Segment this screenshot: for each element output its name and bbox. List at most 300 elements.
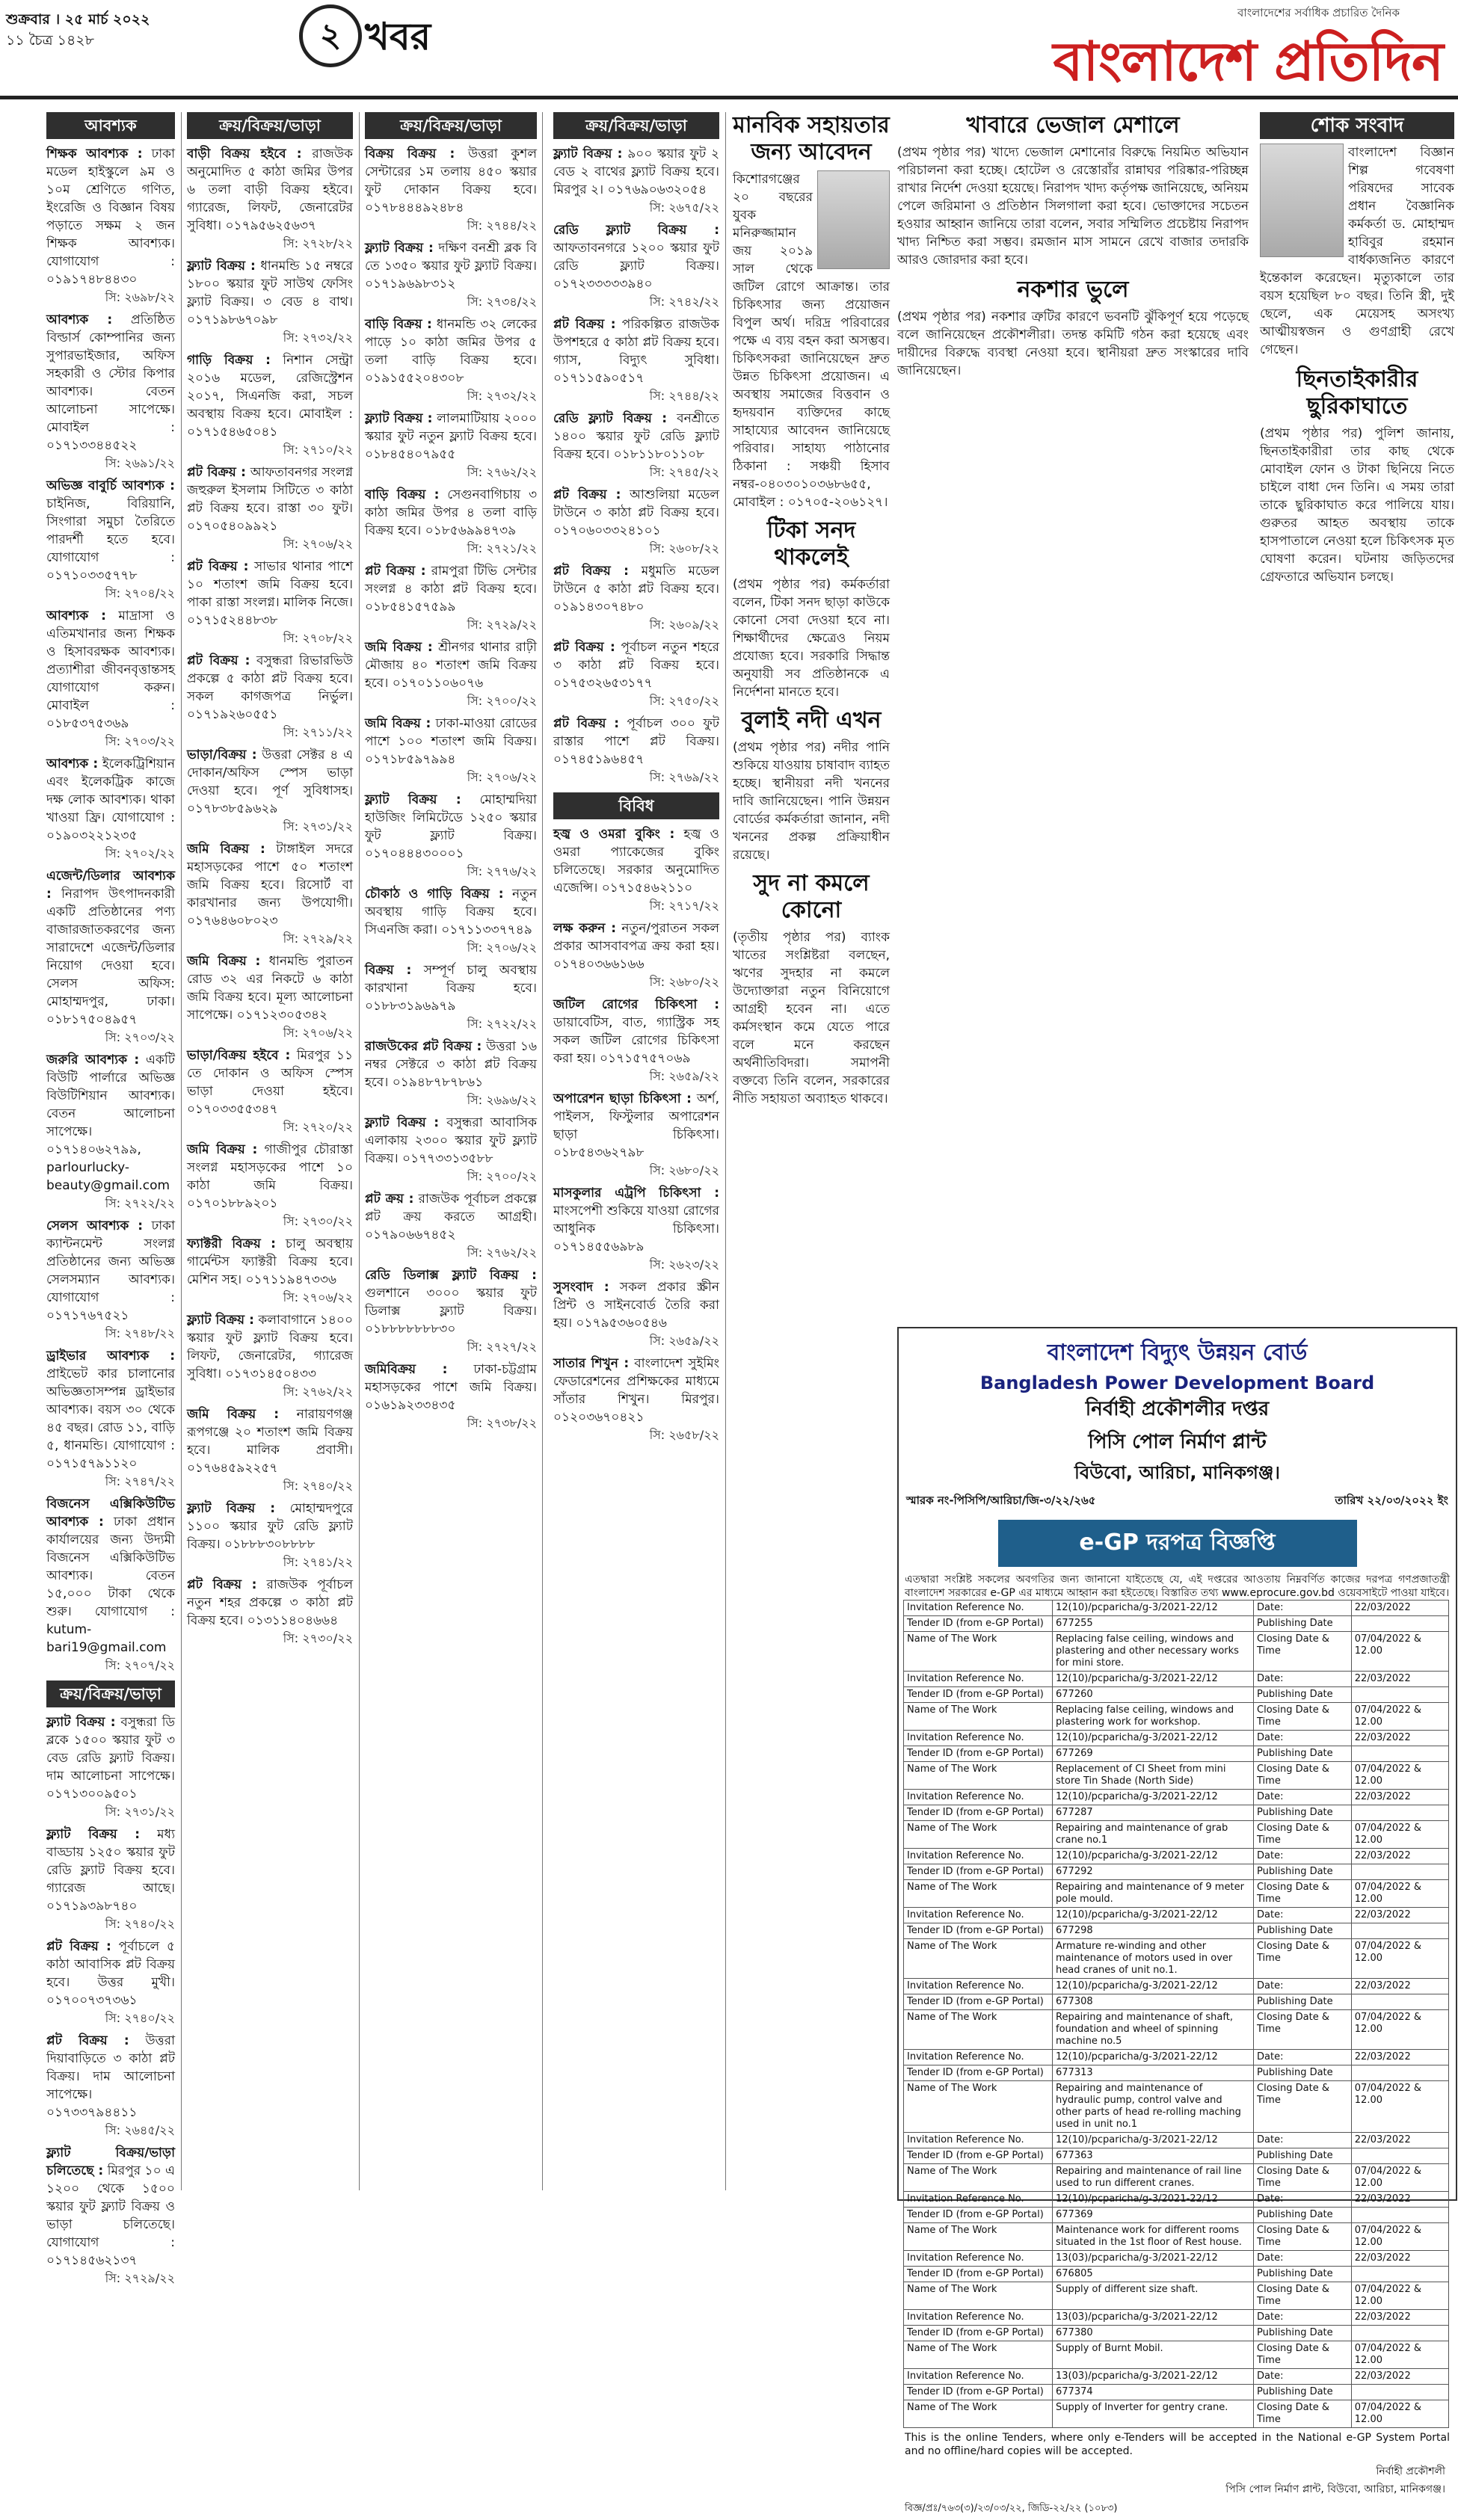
classified-ad: [365, 885, 537, 957]
table-cell: 22/03/2022: [1351, 2050, 1448, 2065]
table-row: [904, 2192, 1449, 2208]
table-row: [904, 1994, 1449, 2010]
ad-title: এজেন্ট/ডিলার আবশ্যক :: [46, 869, 175, 902]
table-row: [904, 2208, 1449, 2223]
table-cell: Tender ID (from e-GP Portal): [904, 1616, 1053, 1632]
ad-title: বিক্রয় বিক্রয় :: [365, 147, 455, 161]
table-cell: 13(03)/pcparicha/g-3/2021-22/12: [1053, 2369, 1254, 2385]
table-cell: Name of The Work: [904, 2341, 1053, 2369]
table-cell: Supply of Burnt Mobil.: [1053, 2341, 1254, 2369]
table-row: [904, 2081, 1449, 2133]
ad-title: সুসংবাদ :: [553, 1280, 609, 1295]
table-row: [904, 2282, 1449, 2310]
ad-code: সি: ২৭৪৪/২২: [467, 218, 537, 232]
table-row: [904, 2400, 1449, 2428]
classified-ad: [187, 145, 353, 253]
table-cell: Name of The Work: [904, 1762, 1053, 1790]
ad-title: জমি বিক্রয় :: [365, 640, 433, 655]
ad-title: শিক্ষক আবশ্যক :: [46, 147, 143, 161]
classified-ad: [553, 315, 719, 405]
ad-code: সি: ২৭২৯/২২: [105, 2271, 175, 2285]
table-cell: 12(10)/pcparicha/g-3/2021-22/12: [1053, 1979, 1254, 1994]
news-column-right: [1260, 112, 1454, 1316]
table-row: [904, 1703, 1449, 1731]
ad-title: গাড়ি বিক্রয় :: [187, 353, 271, 368]
masthead-divider: [0, 96, 1458, 99]
ad-text: বাংলাদেশ সুইমিং ফেডারেশনের প্রশিক্ষকের মাধ্যমে সাঁতার শিখুন। মিরপুর। ০১২০৩৬৭০৪২১: [553, 1356, 719, 1425]
table-cell: 07/04/2022 & 12.00: [1351, 1632, 1448, 1672]
classified-ad: [553, 996, 719, 1085]
ad-text: ঢাকা-চট্টগ্রাম মহাসড়কের পাশে জমি বিক্রয়। ০১৬১৯২৩৩৪৩৫: [365, 1362, 537, 1413]
ad-code: সি: ২৭০০/২২: [467, 694, 537, 708]
ad-text: মোহাম্মদিয়া হাউজিং লিমিটেডে ১২৫০ স্কয়ার ফুট ফ্ল্যাট বিক্রয়। ০১৭০৪৪৪৩০০০১: [365, 792, 537, 861]
table-cell: 677369: [1053, 2208, 1254, 2223]
ad-text: অর্শ, পাইলস, ফিস্টুলার অপারেশন ছাড়া চিকিৎসা। ০১৮৫৪৩৬২৭৯৮: [553, 1091, 719, 1160]
classified-ad: [553, 486, 719, 558]
table-cell: 12(10)/pcparicha/g-3/2021-22/12: [1053, 1672, 1254, 1687]
news-column-left: [733, 112, 890, 2198]
page-number: ২: [299, 4, 362, 67]
table-cell: [1351, 2065, 1448, 2081]
ad-code: সি: ২৭০৩/২২: [105, 734, 175, 748]
table-cell: Supply of different size shaft.: [1053, 2282, 1254, 2310]
table-cell: Date:: [1254, 1849, 1352, 1864]
table-cell: 07/04/2022 & 12.00: [1351, 1939, 1448, 1979]
table-cell: Tender ID (from e-GP Portal): [904, 2385, 1053, 2400]
ad-title: রেডি ফ্ল্যাট বিক্রয় :: [553, 411, 668, 426]
ad-code: সি: ২৭৩২/২২: [467, 389, 537, 403]
table-cell: Tender ID (from e-GP Portal): [904, 1994, 1053, 2010]
classifieds-column-1: [46, 112, 176, 2285]
table-row: [904, 1979, 1449, 1994]
egp-banner: e-GP দরপত্র বিজ্ঞপ্তি: [998, 1520, 1357, 1567]
table-cell: Tender ID (from e-GP Portal): [904, 1864, 1053, 1880]
table-row: [904, 1687, 1449, 1703]
table-cell: Tender ID (from e-GP Portal): [904, 2065, 1053, 2081]
ad-text: মাদ্রাসা ও এতিমখানার জন্য শিক্ষক ও হিসাবরক্ষক আবশ্যক। প্রত্যাশীরা জীবনবৃত্তান্তসহ যোগাযোগ করুন। মোবাইল : ০১৮৫৩৭৫৩৬৯: [46, 609, 176, 731]
table-cell: 677255: [1053, 1616, 1254, 1632]
table-cell: Invitation Reference No.: [904, 1790, 1053, 1805]
article-headline: বুলাই নদী এখন: [741, 707, 882, 733]
ad-text: উত্তরা ১৬ নম্বর সেক্টরে ৩ কাঠা প্লট বিক্রয় হবে। ০১৯৪৮৭৮৭৮৬১: [365, 1039, 537, 1090]
ad-code: সি: ২৭৩৪/২২: [467, 295, 537, 309]
table-cell: Maintenance work for different rooms situated in the 1st floor of Rest house.: [1053, 2223, 1254, 2251]
ad-text: নিরাপদ উৎপাদনকারী একটি প্রতিষ্ঠানের পণ্য বাজারজাতকরণের জন্য সারাদেশে এজেন্ট/ডিলার নিয়োগ দেওয়া হবে। সেলস অফিস: মোহাম্মদপুর, ঢাকা। ০১৮১৭৫০৪৯৫৭: [46, 887, 175, 1027]
table-row: [904, 2010, 1449, 2050]
classified-ad: [553, 221, 719, 311]
table-cell: 22/03/2022: [1351, 2133, 1448, 2148]
table-cell: 677313: [1053, 2065, 1254, 2081]
table-cell: Invitation Reference No.: [904, 1908, 1053, 1923]
ad-text: ধানমন্ডি পুরাতন রোড ৩২ এর নিকটে ৬ কাঠা জমি বিক্রয় হবে। মূল্য আলোচনা সাপেক্ষে। ০১৭১২৩০৫৩৪২: [187, 954, 354, 1023]
classified-ad: [553, 715, 719, 786]
classified-ad: [365, 562, 537, 634]
ad-title: বিক্রয় :: [365, 963, 412, 978]
column-header: ক্রয়/বিক্রয়/ভাড়া: [365, 112, 537, 139]
table-cell: 22/03/2022: [1351, 1601, 1448, 1616]
classified-ad: [46, 311, 175, 472]
table-cell: [1351, 1616, 1448, 1632]
ad-title: জরুরি আবশ্যক :: [46, 1053, 140, 1068]
ad-code: সি: ২৭৪০/২২: [105, 1917, 175, 1931]
ad-title: জমিবিক্রয় :: [365, 1362, 448, 1377]
ad-title: জমি বিক্রয় :: [365, 716, 431, 731]
ad-title: রেডি ডিলাক্স ফ্ল্যাট বিক্রয় :: [365, 1268, 537, 1283]
table-cell: 12(10)/pcparicha/g-3/2021-22/12: [1053, 1790, 1254, 1805]
ad-title: প্লট বিক্রয় :: [365, 564, 426, 579]
table-cell: Date:: [1254, 1672, 1352, 1687]
ad-text: মিরপুর ১০ এ ১২০০ থেকে ১৫০০ স্কয়ার ফুট ফ্ল্যাট বিক্রয় ও ভাড়া চলিতেছে। যোগাযোগ : ০১৭১৪৫৬২১৩৭: [46, 2163, 175, 2268]
table-row: [904, 1849, 1449, 1864]
classifieds-column-3: [365, 112, 537, 2198]
ad-code: সি: ২৭২২/২২: [467, 1017, 537, 1031]
ad-text: প্রাইভেট কার চালানোর অভিজ্ঞতাসম্পন্ন ড্রাইভার আবশ্যক। বয়স ৩০ থেকে ৪৫ বছর। রোড ১১, বাড়ি ৫, ধানমন্ডি। যোগাযোগ : ০১৭১৫৭৯১১২০: [46, 1367, 175, 1471]
table-cell: Name of The Work: [904, 2400, 1053, 2428]
classified-ad: [365, 486, 537, 558]
article-body: (প্রথম পৃষ্ঠার পর) খাদ্যে ভেজাল মেশানোর বিরুদ্ধে নিয়মিত অভিযান পরিচালনা করা হচ্ছে। হোটেল ও রেস্তোরাঁর রান্নাঘর পরিষ্কার-পরিচ্ছন্ন রাখার নির্দেশ দেওয়া হয়েছে। নিরাপদ খাদ্য কর্তৃপক্ষ জানিয়েছে, অনিয়ম পেলে জরিমানা ও প্রতিষ্ঠান সিলগালা করা হবে। ভোক্তাদের সচেতন হওয়ার আহ্বান জানিয়ে তারা বলেন, সবার সম্মিলিত প্রচেষ্টায় নিরাপদ খাদ্য নিশ্চিত করা সম্ভব। রমজান মাস সামনে রেখে বাজার তদারকি আরও জোরদার করা হবে।: [897, 145, 1249, 268]
classified-ad: [187, 558, 353, 647]
ad-title: অভিজ্ঞ বাবুর্চি আবশ্যক :: [46, 478, 175, 493]
table-row: [904, 1821, 1449, 1849]
table-cell: Publishing Date: [1254, 1616, 1352, 1632]
table-row: [904, 1790, 1449, 1805]
classifieds-column-2: [187, 112, 353, 2198]
ad-text: নতুন অবস্থায় গাড়ি বিক্রয় হবে। সিএনজি করা। ০১৭১১৩৩৭৭৪৯: [365, 887, 537, 937]
table-cell: Invitation Reference No.: [904, 1731, 1053, 1746]
ad-title: প্লট বিক্রয় :: [187, 1577, 257, 1592]
table-cell: Publishing Date: [1254, 1994, 1352, 2010]
table-row: [904, 1908, 1449, 1923]
classified-ad: [46, 1826, 175, 1933]
ad-code: সি: ২৭৪০/২২: [105, 2011, 175, 2025]
ad-text: টাঙ্গাইল সদরে মহাসড়কের পাশে ৫০ শতাংশ জমি বিক্রয় হবে। রিসোর্ট বা কারখানার জন্য উপযোগী। ০১৭৬৪৬০৮০২৩: [187, 842, 354, 928]
ad-title: ফ্ল্যাট বিক্রয় :: [46, 1715, 116, 1730]
table-cell: Closing Date & Time: [1254, 1939, 1352, 1979]
ad-title: ফ্ল্যাট বিক্রয় :: [187, 1313, 254, 1328]
classified-ad: [365, 145, 537, 235]
table-cell: Replacement of CI Sheet from mini store Tin Shade (North Side): [1053, 1762, 1254, 1790]
table-row: [904, 2164, 1449, 2192]
ad-code: সি: ২৬৯৮/২২: [105, 290, 175, 304]
ad-code: সি: ২৭১১/২২: [283, 725, 353, 739]
table-cell: Publishing Date: [1254, 2385, 1352, 2400]
bpdb-tender-notice: [897, 1327, 1457, 2514]
table-cell: Closing Date & Time: [1254, 1821, 1352, 1849]
table-row: [904, 1880, 1449, 1908]
date-line: শুক্রবার । ২৫ মার্চ ২০২২: [6, 11, 150, 28]
classified-ad: [365, 410, 537, 481]
table-cell: Invitation Reference No.: [904, 1672, 1053, 1687]
ad-title: প্লট বিক্রয় :: [553, 487, 621, 502]
ad-code: সি: ২৭০৬/২২: [283, 1290, 353, 1304]
table-cell: Armature re-winding and other maintenance of motors used in over head cranes of unit no.1.: [1053, 1939, 1254, 1979]
table-row: [904, 2385, 1449, 2400]
ad-text: ডায়াবেটিস, বাত, গ্যাস্ট্রিক সহ সকল জটিল রোগের চিকিৎসা করা হয়। ০১৭১৫৭৫৭০৬৯: [553, 1015, 719, 1066]
ad-code: সি: ২৭৩১/২২: [105, 1805, 175, 1819]
ad-code: সি: ২৭৬২/২২: [467, 465, 537, 479]
ad-code: সি: ২৭৬৯/২২: [649, 770, 719, 784]
ad-code: সি: ২৭৪৮/২২: [105, 1326, 175, 1340]
ad-title: লক্ষ করুন :: [553, 921, 617, 936]
table-cell: Repairing and maintenance of 9 meter pole mould.: [1053, 1880, 1254, 1908]
table-cell: Supply of Inverter for gentry crane.: [1053, 2400, 1254, 2428]
ad-title: ফ্ল্যাট বিক্রয় :: [187, 259, 256, 274]
ad-text: সকল প্রকার স্ক্রীন প্রিন্ট ও সাইনবোর্ড তৈরি করা হয়। ০১৭৯৫৩৬০৫৪৬: [553, 1280, 720, 1331]
classified-ad: [46, 1495, 175, 1675]
table-cell: Closing Date & Time: [1254, 2400, 1352, 2428]
tender-signer: নির্বাহী প্রকৌশলী: [1376, 2465, 1445, 2477]
ad-code: সি: ২৬০৮/২২: [649, 541, 719, 555]
ad-code: সি: ২৭৭৬/২২: [467, 864, 537, 878]
classified-ad: [553, 638, 719, 710]
classified-ad: [187, 1311, 353, 1401]
ad-title: ফ্ল্যাট বিক্রয় :: [553, 147, 623, 161]
table-cell: Tender ID (from e-GP Portal): [904, 1746, 1053, 1762]
tender-org-title: বাংলাদেশ বিদ্যুৎ উন্নয়ন বোর্ড: [1047, 1340, 1308, 1366]
article-body: (প্রথম পৃষ্ঠার পর) নদীর পানি শুকিয়ে যাওয়ায় চাষাবাদ ব্যাহত হচ্ছে। স্থানীয়রা নদী খননের দাবি জানিয়েছেন। পানি উন্নয়ন বোর্ডের কর্মকর্তারা জানান, নদী খননের প্রকল্প প্রক্রিয়াধীন রয়েছে।: [733, 740, 890, 863]
ad-code: সি: ২৭০৬/২২: [467, 940, 537, 955]
tender-signer-office: পিসি পোল নির্মাণ প্লান্ট, বিউবো, আরিচা, মানিকগঞ্জ।: [1225, 2483, 1445, 2495]
ad-text: লালমাটিয়ায় ২০০০ স্কয়ার ফুট নতুন ফ্ল্যাট বিক্রয় হবে। ০১৮৪৫৪০৭৯৫৫: [365, 411, 537, 462]
ad-code: সি: ২৭০২/২২: [105, 846, 175, 860]
classified-ad: [365, 315, 537, 405]
ad-text: নারায়ণগঞ্জ রূপগঞ্জে ২০ শতাংশ জমি বিক্রয় হবে। মালিক প্রবাসী। ০১৭৬৪৫৯২২৫৭: [187, 1407, 353, 1476]
table-cell: [1351, 1805, 1448, 1821]
table-cell: Date:: [1254, 2310, 1352, 2326]
classified-ad: [46, 755, 175, 863]
table-cell: 677308: [1053, 1994, 1254, 2010]
masthead-tagline: বাংলাদেশের সর্বাধিক প্রচারিত দৈনিক: [1237, 6, 1400, 19]
ad-title: চৌকাঠ ও গাড়ি বিক্রয় :: [365, 887, 504, 902]
ad-text: বসুন্ধরা আবাসিক এলাকায় ২৩০০ স্কয়ার ফুট ফ্ল্যাট বিক্রয়। ০১৭৭৩৩১৩৫৮৮: [365, 1115, 537, 1166]
ad-code: সি: ২৬২৩/২২: [649, 1257, 719, 1272]
ad-code: সি: ২৬৮০/২২: [649, 975, 719, 989]
ad-code: সি: ২৭২৮/২২: [283, 236, 353, 250]
article-body: (তৃতীয় পৃষ্ঠার পর) ব্যাংক খাতের সংশ্লিষ্টরা বলছেন, ঋণের সুদহার না কমলে উদ্যোক্তারা নতুন বিনিয়োগে আগ্রহী হবেন না। এতে কর্মসংস্থান কমে যেতে পারে বলে মনে করছেন অর্থনীতিবিদরা। সমাপনী বক্তব্যে তিনি বলেন, সরকারের নীতি সহায়তা অব্যাহত থাকবে।: [733, 930, 890, 1106]
ad-title: প্লট বিক্রয় :: [553, 716, 620, 731]
ad-title: ফ্ল্যাট বিক্রয় :: [46, 1827, 141, 1842]
table-cell: 22/03/2022: [1351, 2192, 1448, 2208]
classified-ad: [187, 1235, 353, 1307]
classified-ad: [365, 1361, 537, 1432]
ad-title: আবশ্যক :: [46, 312, 113, 327]
table-cell: Date:: [1254, 2192, 1352, 2208]
ad-code: সি: ২৭০৪/২২: [105, 586, 175, 600]
table-cell: Publishing Date: [1254, 2326, 1352, 2341]
ad-title: জমি বিক্রয় :: [187, 1407, 280, 1422]
tender-office: নির্বাহী প্রকৌশলীর দপ্তর: [1085, 1398, 1270, 1420]
table-cell: 677374: [1053, 2385, 1254, 2400]
classified-ad: [187, 952, 353, 1042]
classified-ad: [46, 477, 175, 603]
ad-text: চাইনিজ, বিরিয়ানি, সিংগারা সমুচা তৈরিতে পারদর্শী হতে হবে। যোগাযোগ : ০১৭১০৩৩৫৭৭৮: [46, 496, 175, 583]
ad-text: বসুন্ধরা রিভারভিউ প্রকল্পে ৫ কাঠা প্লট বিক্রয় হবে। সকল কাগজপত্র নির্ভুল। ০১৭১৯২৬০৫৫১: [187, 653, 353, 722]
classified-ad: [553, 1090, 719, 1180]
ad-text: মোহাম্মদপুরে ১১০০ স্কয়ার ফুট রেডি ফ্ল্যাট বিক্রয়। ০১৮৮৮৩০৮৮৮৮: [187, 1501, 354, 1552]
classifieds-column-4: [553, 112, 719, 2198]
ad-text: ধানমন্ডি ১৫ নম্বরে ১৮০০ স্কয়ার ফুট সাউথ ফেসিং ফ্ল্যাট বিক্রয়। ৩ বেড ৪ বাথ। ০১৭১৯৮৬৭০৯৮: [187, 259, 354, 327]
ad-code: সি: ২৬৪৫/২২: [105, 2123, 175, 2137]
ad-text: হজ্ব ও ওমরা প্যাকেজের বুকিং চলিতেছে। সরকার অনুমোদিত এজেন্সি। ০১৭১৫৪৬২১১০: [553, 827, 719, 896]
classified-ad: [553, 1184, 719, 1274]
table-cell: Invitation Reference No.: [904, 1849, 1053, 1864]
classified-ad: [365, 1266, 537, 1356]
classified-ad: [46, 2144, 175, 2288]
table-cell: 12(10)/pcparicha/g-3/2021-22/12: [1053, 1908, 1254, 1923]
table-cell: Publishing Date: [1254, 1923, 1352, 1939]
ad-title: সেলস আবশ্যক :: [46, 1219, 144, 1233]
column-header: বিবিধ: [553, 792, 719, 819]
classified-ad: [553, 1278, 719, 1350]
table-row: [904, 1731, 1449, 1746]
ad-title: ফ্যাক্টরী বিক্রয় :: [187, 1236, 276, 1251]
ad-text: সম্পূর্ণ চালু অবস্থায় কারখানা বিক্রয় হবে। ০১৮৮৩১৯৬৯৭৯: [365, 963, 538, 1014]
table-cell: Closing Date & Time: [1254, 1703, 1352, 1731]
ad-text: বনশ্রীতে ১৪০০ স্কয়ার ফুট রেডি ফ্ল্যাট বিক্রয় হবে। ০১৮১১৮০১১০৮: [553, 411, 720, 462]
table-cell: 22/03/2022: [1351, 1790, 1448, 1805]
classified-ad: [365, 638, 537, 710]
classified-ad: [187, 463, 353, 553]
table-cell: 22/03/2022: [1351, 1908, 1448, 1923]
ad-title: প্লট বিক্রয় :: [46, 1939, 111, 1954]
ad-text: মধুমতি মডেল টাউনে ৫ কাঠা প্লট বিক্রয় হবে। ০১৯১৪৩০৭৪৮০: [553, 564, 720, 614]
ad-text: উত্তরা সেক্টর ৪ এ দোকান/অফিস স্পেস ভাড়া দেওয়া হবে। পূর্ণ সুবিধাসহ। ০১৭৮৩৮৫৯৬২৯: [187, 748, 353, 816]
table-cell: Tender ID (from e-GP Portal): [904, 2326, 1053, 2341]
ad-title: প্লট বিক্রয় :: [187, 653, 250, 668]
table-cell: 677269: [1053, 1746, 1254, 1762]
ad-text: পূর্বাচলে ৫ কাঠা আবাসিক প্লট বিক্রয় হবে। উত্তর মুখী। ০১৭০০৭৩৭৩৬১: [46, 1939, 176, 2008]
table-cell: 22/03/2022: [1351, 1731, 1448, 1746]
classified-ad: [365, 1190, 537, 1262]
person-photo: [1260, 144, 1344, 257]
ad-title: ফ্ল্যাট বিক্রয়/ভাড়া চলিতেছে :: [46, 2145, 175, 2178]
ad-text: বসুন্ধরা ডি ব্লকে ১৫০০ স্কয়ার ফুট ৩ বেড রেডি ফ্ল্যাট বিক্রয়। দাম আলোচনা সাপেক্ষে। ০১৭১৩০০৯৫০১: [46, 1715, 175, 1802]
table-cell: Name of The Work: [904, 1632, 1053, 1672]
table-cell: Publishing Date: [1254, 2208, 1352, 2223]
classified-ad: [187, 1500, 353, 1571]
classified-ad: [46, 2032, 175, 2139]
article-headline: নকশার ভুলে: [1017, 277, 1129, 303]
ad-title: রেডি ফ্ল্যাট বিক্রয় :: [553, 223, 719, 238]
table-cell: 07/04/2022 & 12.00: [1351, 2341, 1448, 2369]
article-headline: মানবিক সহায়তার জন্য আবেদন: [733, 112, 890, 165]
ad-code: সি: ২৭৩৮/২২: [467, 1416, 537, 1430]
table-cell: Date:: [1254, 1908, 1352, 1923]
ad-code: সি: ২৬৭৫/২২: [649, 200, 719, 215]
ad-text: পূর্বাচল ৩০০ ফুট রাস্তার পাশে প্লট বিক্রয়। ০১৭৪৫১৯৬৪৫৭: [553, 716, 720, 767]
classified-ad: [46, 867, 175, 1047]
tender-footer-code: বিজ্ঞ/প্রঃ/৭৬৩(৩)/২৩/০৩/২২, জিডি-২২/২২ (১০৮৩): [905, 2503, 1118, 2514]
classified-ad: [46, 1347, 175, 1491]
column-divider: [181, 112, 182, 2190]
table-row: [904, 2065, 1449, 2081]
table-cell: Closing Date & Time: [1254, 1880, 1352, 1908]
classified-ad: [553, 825, 719, 915]
table-cell: Replacing false ceiling, windows and plastering and other necessary works for mini store.: [1053, 1632, 1254, 1672]
ad-text: আফতাবনগরে ১২০০ স্কয়ার ফুট রেডি ফ্ল্যাট বিক্রয়। ০১৭২৩৩৩৩৩৯৪০: [553, 241, 719, 292]
ad-title: অপারেশন ছাড়া চিকিৎসা :: [553, 1091, 692, 1106]
table-cell: 07/04/2022 & 12.00: [1351, 2400, 1448, 2428]
ad-text: ৯০০ স্কয়ার ফুট ২ বেড ২ বাথের ফ্ল্যাট বিক্রয় হবে। মিরপুর ২। ০১৭৬৯০৬৩২০৫৪: [553, 147, 720, 197]
table-cell: Closing Date & Time: [1254, 2164, 1352, 2192]
masthead: [0, 0, 1458, 112]
ad-text: আশুলিয়া মডেল টাউনে ৩ কাঠা প্লট বিক্রয় হবে। ০১৭০৬০৩৩২৪১০১: [553, 487, 720, 538]
table-cell: 22/03/2022: [1351, 1849, 1448, 1864]
ad-text: উত্তরা কুশল সেন্টারের ১ম তলায় ৪৫০ স্কয়ার ফুট দোকান বিক্রয় হবে। ০১৭৮৪৪৪৯২৪৮৪: [365, 147, 537, 215]
classified-ad: [46, 1051, 175, 1213]
ad-title: প্লট বিক্রয় :: [187, 559, 249, 574]
classified-ad: [187, 1047, 353, 1136]
table-cell: 12(10)/pcparicha/g-3/2021-22/12: [1053, 2192, 1254, 2208]
table-cell: Date:: [1254, 2369, 1352, 2385]
classified-ad: [553, 919, 719, 991]
ad-code: সি: ২৭৩০/২২: [283, 1214, 353, 1228]
tender-note: This is the online Tenders, where only e-Tenders will be accepted in the National e-GP System Portal and no offline/hard copies will be accepted.: [905, 2432, 1450, 2457]
column-divider: [725, 112, 726, 2190]
ad-code: সি: ২৭৩২/২২: [283, 330, 353, 345]
article-body: (প্রথম পৃষ্ঠার পর) কর্মকর্তারা বলেন, টিকা সনদ ছাড়া কাউকে কোনো সেবা দেওয়া হবে না। শিক্ষার্থীদের ক্ষেত্রেও নিয়ম প্রযোজ্য হবে। সরকারি সিদ্ধান্ত অনুযায়ী সব প্রতিষ্ঠানকে এ নির্দেশনা মানতে হবে।: [733, 577, 890, 700]
classified-ad: [187, 1405, 353, 1495]
section-title: খবর: [365, 15, 431, 58]
table-cell: Publishing Date: [1254, 2148, 1352, 2164]
table-cell: Publishing Date: [1254, 2267, 1352, 2282]
table-cell: Tender ID (from e-GP Portal): [904, 1687, 1053, 1703]
table-cell: Tender ID (from e-GP Portal): [904, 1805, 1053, 1821]
table-cell: 12(10)/pcparicha/g-3/2021-22/12: [1053, 2050, 1254, 2065]
table-cell: 07/04/2022 & 12.00: [1351, 2282, 1448, 2310]
ad-text: গাজীপুর চৌরাস্তা সংলগ্ন মহাসড়কের পাশে ১০ কাঠা জমি বিক্রয়। ০১৭০১৮৮৯২০১: [187, 1142, 354, 1211]
ad-title: প্লট বিক্রয় :: [553, 640, 615, 655]
table-cell: [1351, 2326, 1448, 2341]
table-cell: 12(10)/pcparicha/g-3/2021-22/12: [1053, 1731, 1254, 1746]
table-row: [904, 1805, 1449, 1821]
classified-ad: [553, 1355, 719, 1444]
ad-text: প্রতিষ্ঠিত বিল্ডার্স কোম্পানির জন্য সুপারভাইজার, অফিস সহকারী ও স্টোর কিপার আবশ্যক। বেতন আলোচনা সাপেক্ষে। মোবাইল : ০১৭১৩৩৪৪৫২২: [46, 312, 175, 453]
ad-title: ভাড়া/বিক্রয় হইবে :: [187, 1048, 291, 1063]
table-cell: [1351, 1994, 1448, 2010]
table-cell: 22/03/2022: [1351, 2369, 1448, 2385]
table-cell: Invitation Reference No.: [904, 2050, 1053, 2065]
table-cell: Name of The Work: [904, 1821, 1053, 1849]
ad-code: সি: ২৭০৬/২২: [283, 537, 353, 551]
table-cell: Date:: [1254, 1979, 1352, 1994]
classified-ad: [187, 840, 353, 948]
ad-code: সি: ২৭২০/২২: [283, 1120, 353, 1134]
table-cell: Invitation Reference No.: [904, 2133, 1053, 2148]
table-row: [904, 1762, 1449, 1790]
table-cell: 22/03/2022: [1351, 1979, 1448, 1994]
table-row: [904, 1672, 1449, 1687]
ad-title: বাড়ি বিক্রয় :: [365, 317, 432, 332]
classified-ad: [553, 562, 719, 634]
table-cell: Name of The Work: [904, 2010, 1053, 2050]
table-cell: Publishing Date: [1254, 1805, 1352, 1821]
classified-ad: [553, 410, 719, 481]
ad-text: রাজউক অনুমোদিত ৫ কাঠা জমির উপর ৬ তলা বাড়ী বিক্রয় হইবে। গ্যারেজ, লিফট, জেনারেটর সুবিধা। ০১৭৯৫৬২৫৬৩৭: [187, 147, 353, 233]
column-header: ক্রয়/বিক্রয়/ভাড়া: [553, 112, 719, 139]
ad-title: হজ্ব ও ওমরা বুকিং :: [553, 827, 675, 842]
table-row: [904, 1939, 1449, 1979]
ad-code: সি: ২৭১০/২২: [283, 443, 353, 457]
column-header: ক্রয়/বিক্রয়/ভাড়া: [187, 112, 353, 139]
table-cell: Date:: [1254, 1601, 1352, 1616]
table-cell: Invitation Reference No.: [904, 2369, 1053, 2385]
table-cell: 677287: [1053, 1805, 1254, 1821]
classified-ad: [46, 1217, 175, 1343]
table-cell: 22/03/2022: [1351, 2251, 1448, 2267]
table-cell: Repairing and maintenance of rail line used to run different cranes.: [1053, 2164, 1254, 2192]
table-cell: Tender ID (from e-GP Portal): [904, 1923, 1053, 1939]
